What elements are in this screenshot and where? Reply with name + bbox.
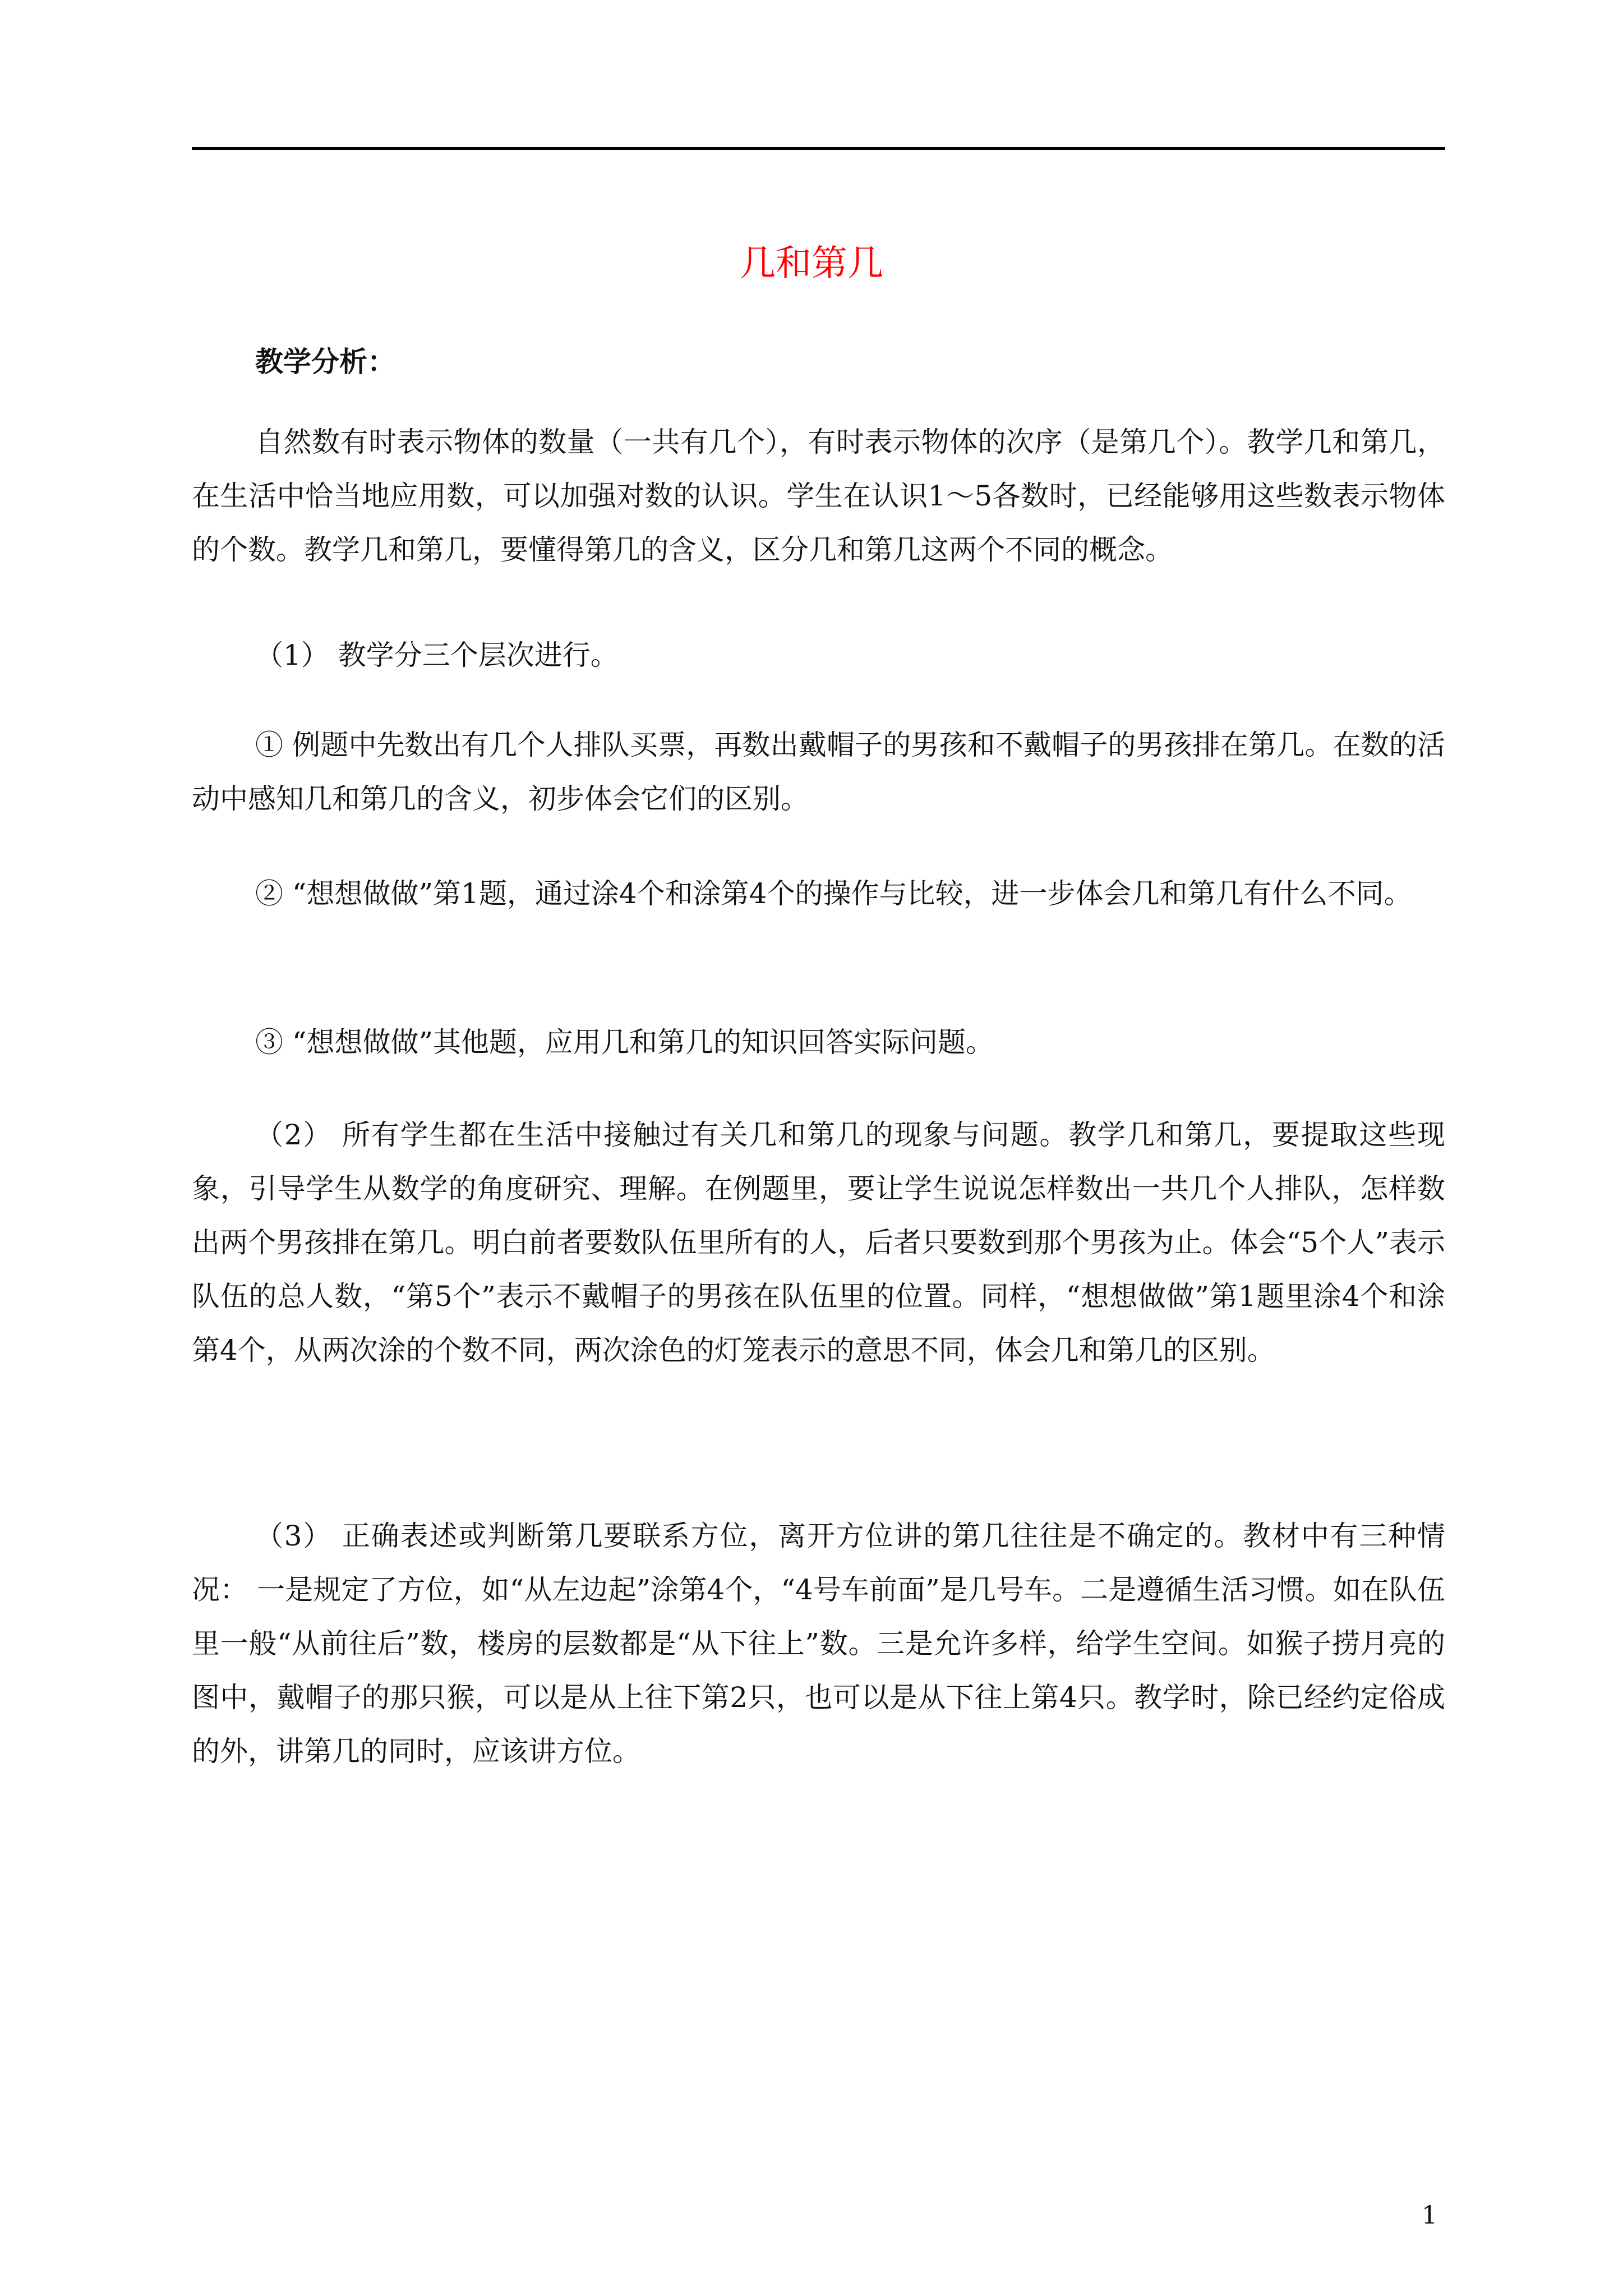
paragraph-intro: 自然数有时表示物体的数量（一共有几个），有时表示物体的次序（是第几个）。教学几和第几，在生活中恰当地应用数，可以加强对数的认识。学生在认识1～5各数时，已经能够用这些数表示物体的个数。教学几和第几，要懂得第几的含义，区分几和第几这两个不同的概念。: [192, 426, 1445, 566]
paragraph-point-2: （2） 所有学生都在生活中接触过有关几和第几的现象与问题。教学几和第几，要提取这些现象，引导学生从数学的角度研究、理解。在例题里，要让学生说说怎样数出一共几个人排队，怎样数出两个男孩排在第几。明白前者要数队伍里所有的人，后者只要数到那个男孩为止。体会“5个人”表示队伍的总人数，“第5个”表示不戴帽子的男孩在队伍里的位置。同样，“想想做做”第1题里涂4个和涂第4个，从两次涂的个数不同，两次涂色的灯笼表示的意思不同，体会几和第几的区别。: [192, 1119, 1445, 1366]
paragraph-item-3: ③ “想想做做”其他题，应用几和第几的知识回答实际问题。: [255, 1026, 994, 1059]
section-heading: 教学分析：: [255, 345, 395, 378]
paragraph-point-3: （3） 正确表述或判断第几要联系方位，离开方位讲的第几往往是不确定的。教材中有三种情况： 一是规定了方位，如“从左边起”涂第4个，“4号车前面”是几号车。二是遵循生活习惯。如在队伍里一般“从前往后”数，楼房的层数都是“从下往上”数。三是允许多样，给学生空间。如猴子捞月亮的图中，戴帽子的那只猴，可以是从上往下第2只，也可以是从下往上第4只。教学时，除已经约定俗成的外，讲第几的同时，应该讲方位。: [192, 1520, 1445, 1768]
paragraph-point-1: （1） 教学分三个层次进行。: [255, 639, 619, 671]
paragraph-item-2: ② “想想做做”第1题，通过涂4个和涂第4个的操作与比较，进一步体会几和第几有什么不同。: [255, 877, 1412, 910]
page-number: 1: [1422, 2201, 1437, 2230]
header-rule: [192, 147, 1445, 150]
document-title: 几和第几: [740, 243, 883, 284]
paragraph-item-1: ① 例题中先数出有几个人排队买票，再数出戴帽子的男孩和不戴帽子的男孩排在第几。在数的活动中感知几和第几的含义，初步体会它们的区别。: [192, 729, 1445, 815]
